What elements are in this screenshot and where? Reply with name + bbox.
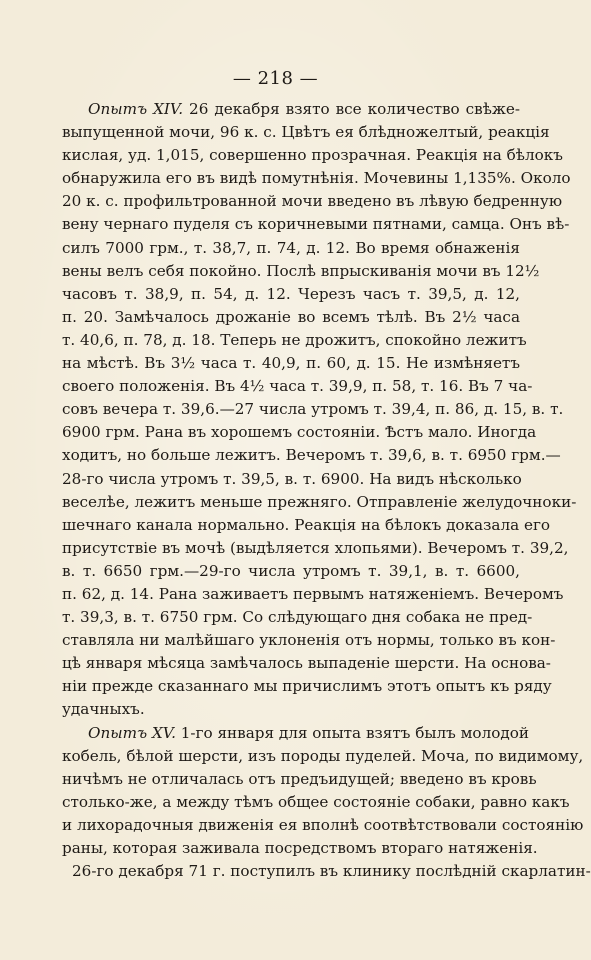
text-line [62, 468, 520, 491]
text-line [62, 537, 569, 560]
line-text: веселѣе, лежитъ меньше прежняго. Отправленіе желудочноки- [62, 492, 577, 511]
line-text: 26-го декабря 71 г. поступилъ въ клинику послѣдній скарлатин- [72, 862, 591, 881]
text-line [62, 791, 570, 814]
text-line [62, 491, 577, 514]
line-text: 26 декабря взято все количество свѣже- [183, 100, 520, 118]
line-text: п. 62, д. 14. Рана заживаетъ первымъ натяженіемъ. Вечеромъ [62, 584, 564, 603]
line-text: силъ 7000 грм., т. 38,7, п. 74, д. 12. Во время обнаженія [62, 238, 520, 257]
text-line [62, 722, 529, 745]
text-line [62, 698, 520, 721]
text-line [62, 629, 556, 652]
text-line [62, 144, 563, 167]
line-text: ходитъ, но больше лежитъ. Вечеромъ т. 39,6, в. т. 6950 грм.— [62, 446, 561, 465]
line-text: ставляла ни малѣйшаго уклоненія отъ нормы, только въ кон- [62, 631, 556, 650]
line-text: вену чернаго пуделя съ коричневыми пятнами, самца. Онъ вѣ- [62, 215, 570, 234]
text-line [62, 121, 550, 144]
experiment-heading: Опытъ XV. [88, 723, 176, 742]
text-line [62, 745, 584, 768]
text-line [62, 306, 520, 329]
line-text: удачныхъ. [62, 700, 145, 719]
line-text: своего положенія. Въ 4½ часа т. 39,9, п. 58, т. 16. Въ 7 ча- [62, 377, 533, 396]
line-text: ніи прежде сказаннаго мы причислимъ этотъ опытъ къ ряду [62, 677, 552, 696]
line-text: обнаружила его въ видѣ помутнѣнія. Мочевины 1,135%. Около [62, 169, 571, 188]
line-text: раны, которая заживала посредствомъ втораго натяженія. [62, 839, 538, 857]
line-text: 6900 грм. Рана въ хорошемъ состояніи. Ѣстъ мало. Иногда [62, 423, 537, 442]
line-text: кислая, уд. 1,015, совершенно прозрачная. Реакція на бѣлокъ [62, 146, 563, 165]
text-line [62, 837, 538, 860]
line-text: и лихорадочныя движенія ея вполнѣ соотвѣтствовали состоянію [62, 815, 584, 834]
line-text: т. 40,6, п. 78, д. 18. Теперь не дрожитъ, спокойно лежитъ [62, 330, 527, 349]
text-line [62, 237, 520, 260]
line-text: часовъ т. 38,9, п. 54, д. 12. Черезъ часъ т. 39,5, д. 12, [62, 284, 520, 303]
text-line [62, 675, 552, 698]
page-number: — 218 — [232, 68, 319, 89]
body-text [62, 98, 591, 883]
line-text: шечнаго канала нормально. Реакція на бѣлокъ доказала его [62, 515, 551, 534]
text-line [62, 444, 561, 467]
text-line [62, 352, 520, 375]
text-line [62, 768, 537, 791]
experiment-heading: Опытъ XIV. [88, 100, 184, 118]
text-line [62, 167, 571, 190]
line-text: 1-го января для опыта взятъ былъ молодой [175, 723, 529, 742]
text-line [62, 260, 540, 283]
text-line [62, 514, 551, 537]
text-line [62, 606, 533, 629]
text-line [62, 329, 527, 352]
line-text: столько-же, а между тѣмъ общее состояніе собаки, равно какъ [62, 792, 570, 811]
text-line [62, 560, 520, 583]
line-text: в. т. 6650 грм.—29-го числа утромъ т. 39,1, в. т. 6600, [62, 561, 520, 580]
line-text: ничѣмъ не отличалась отъ предъидущей; введено въ кровь [62, 769, 537, 788]
text-line [62, 213, 570, 236]
line-text: присутствіе въ мочѣ (выдѣляется хлопьями). Вечеромъ т. 39,2, [62, 538, 569, 557]
text-line [62, 98, 520, 121]
line-text: на мѣстѣ. Въ 3½ часа т. 40,9, п. 60, д. 15. Не измѣняетъ [62, 354, 520, 373]
line-text: т. 39,3, в. т. 6750 грм. Со слѣдующаго дня собака не пред- [62, 608, 533, 627]
text-line [62, 421, 537, 444]
text-line [62, 398, 564, 421]
text-line [62, 583, 564, 606]
text-line [62, 652, 551, 675]
line-text: цѣ января мѣсяца замѣчалось выпаденіе шерсти. На основа- [62, 654, 551, 673]
text-line [62, 375, 533, 398]
text-line [62, 814, 584, 837]
line-text: совъ вечера т. 39,6.—27 числа утромъ т. 39,4, п. 86, д. 15, в. т. [62, 400, 564, 419]
line-text: кобель, бѣлой шерсти, изъ породы пуделей. Моча, по видимому, [62, 746, 584, 765]
line-text: 20 к. с. профильтрованной мочи введено въ лѣвую бедренную [62, 192, 563, 211]
line-text: вены велъ себя покойно. Послѣ впрыскиванія мочи въ 12½ [62, 261, 540, 280]
text-line [62, 860, 591, 883]
text-line [62, 283, 520, 306]
text-line [62, 190, 563, 213]
line-text: п. 20. Замѣчалось дрожаніе во всемъ тѣлѣ. Въ 2½ часа [62, 307, 520, 326]
line-text: 28-го числа утромъ т. 39,5, в. т. 6900. На видъ нѣсколько [62, 469, 522, 488]
line-text: выпущенной мочи, 96 к. с. Цвѣтъ ея блѣдножелтый, реакція [62, 123, 550, 142]
